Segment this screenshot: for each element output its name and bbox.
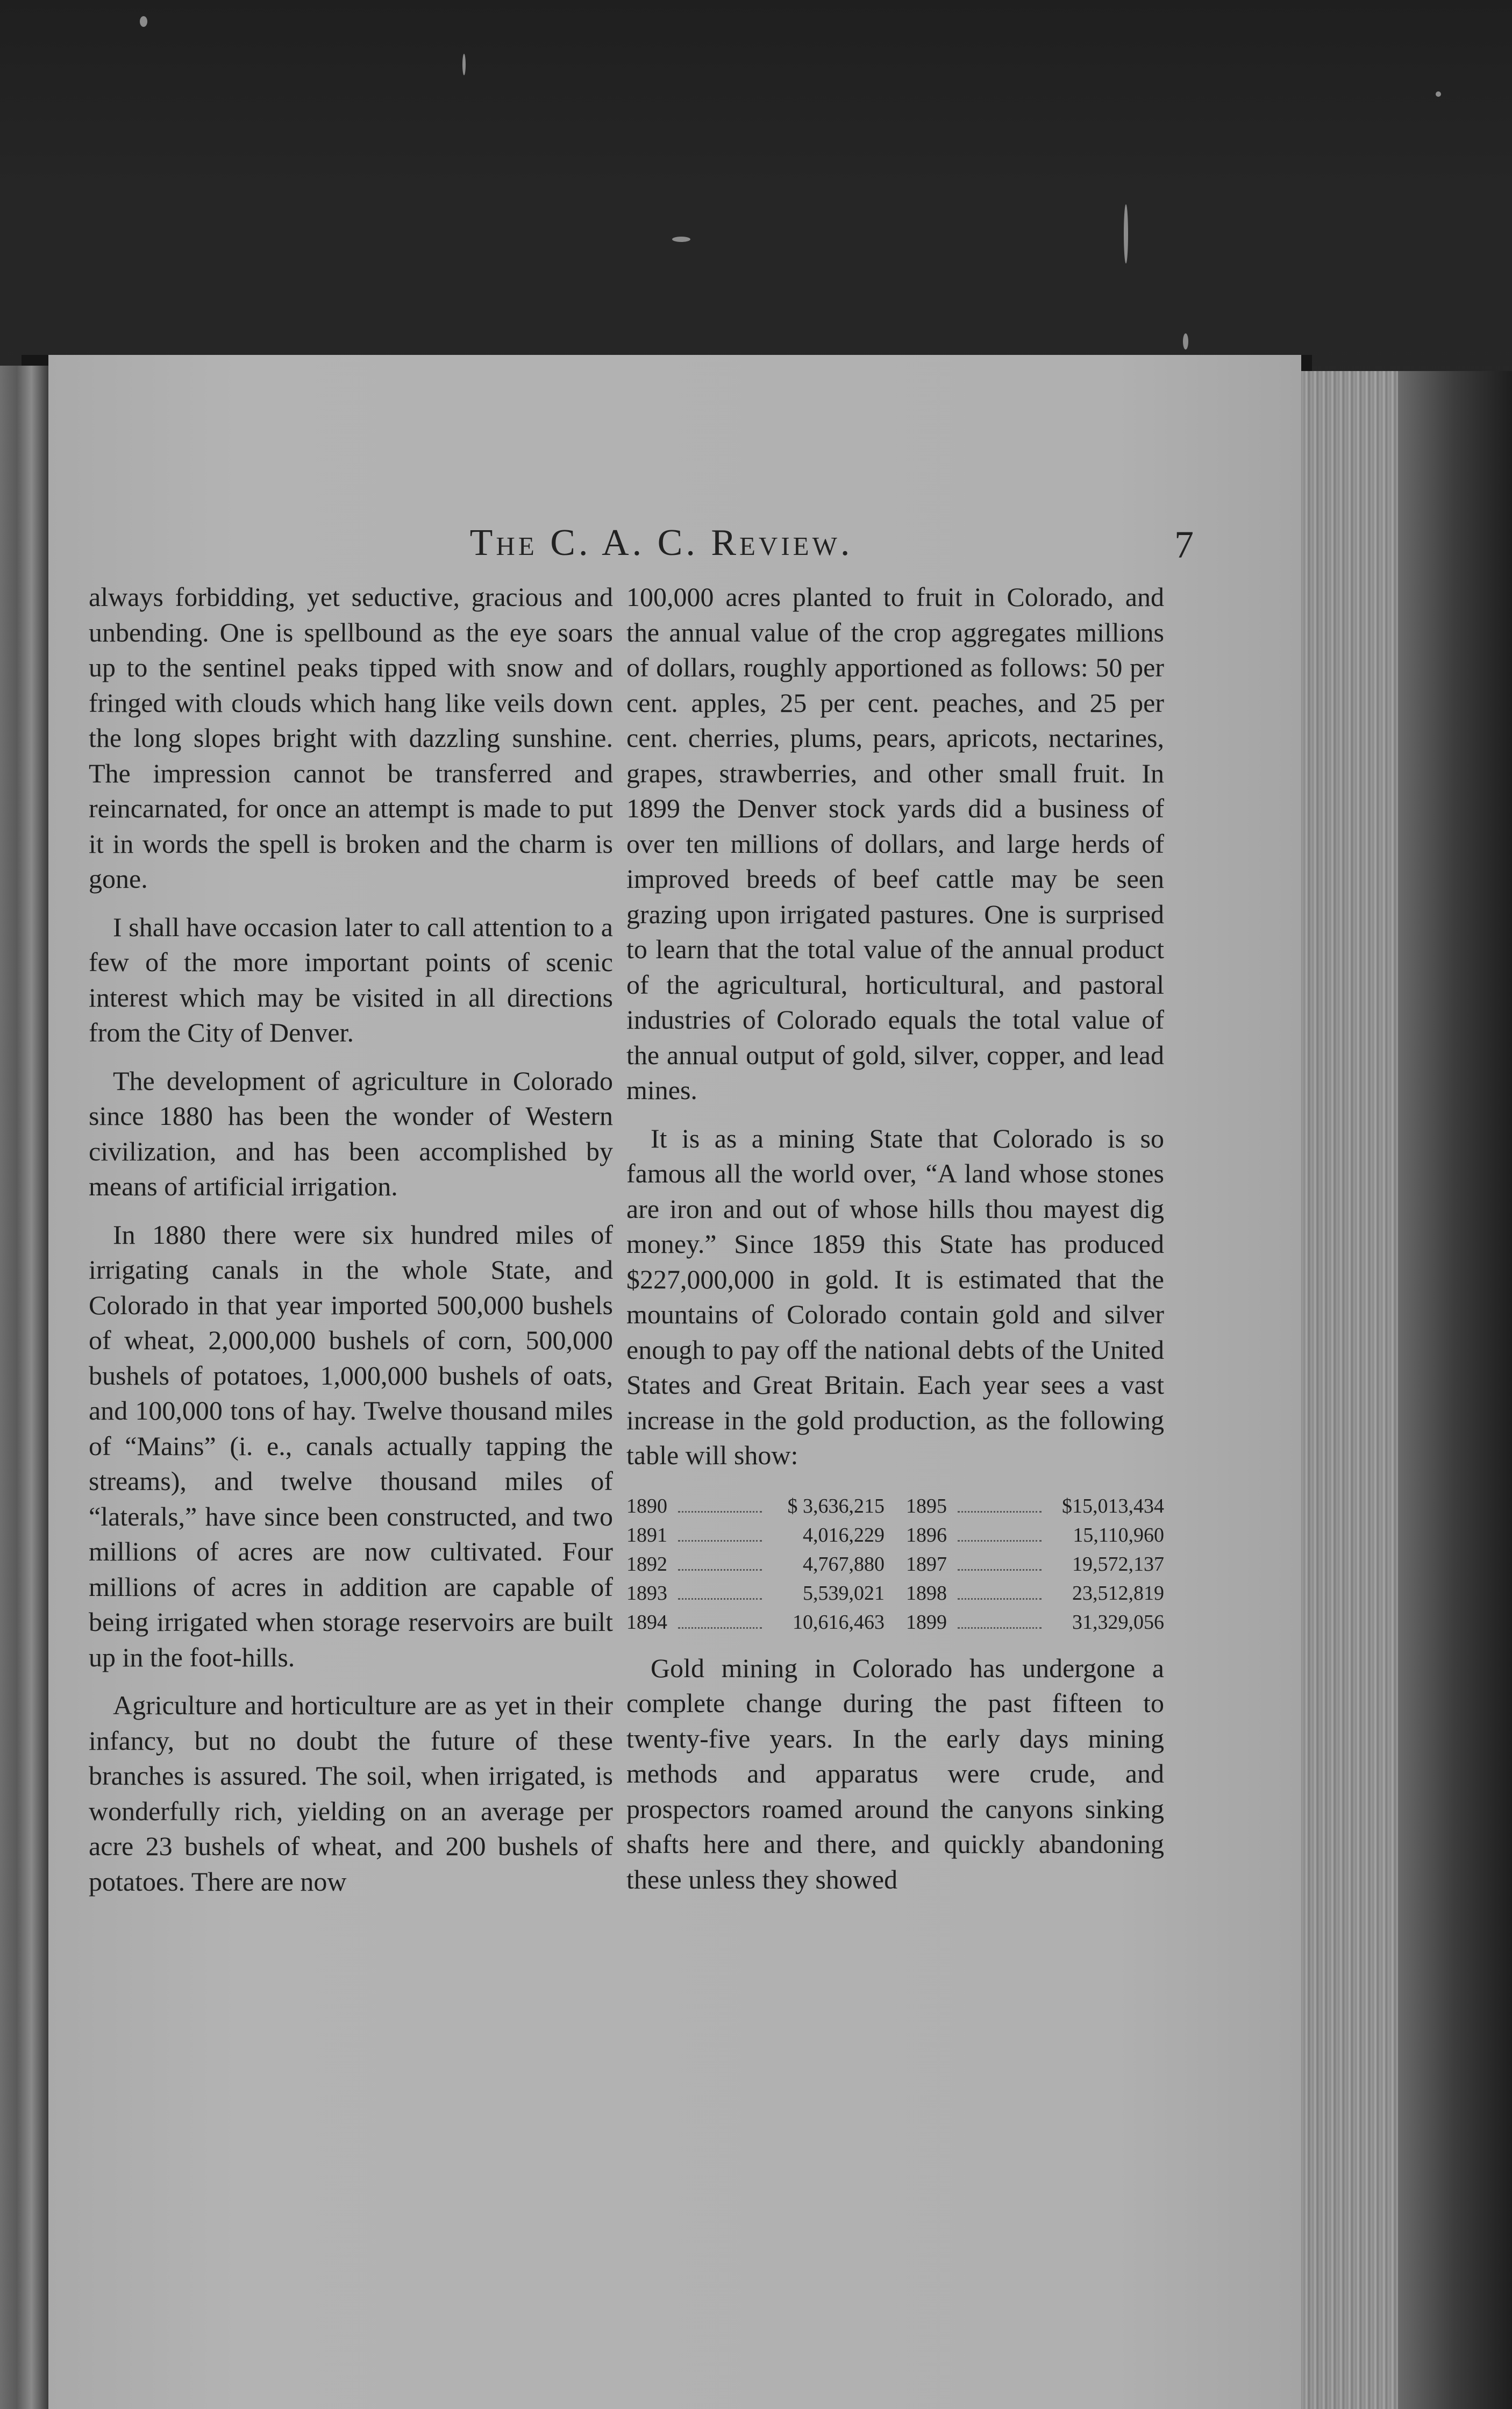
table-row <box>906 1608 1164 1637</box>
table-column-right <box>906 1492 1164 1637</box>
leader-dots <box>678 1511 762 1513</box>
table-year: 1899 <box>906 1610 947 1634</box>
paragraph: always forbidding, yet seductive, gracious and unbending. One is spellbound as the eye soars up to the sentinel peaks tipped with snow and fringed with clouds which hang like veils down the long slopes bright with dazzling sunshine. The impression cannot be transferred and reincarnated, for once an attempt is made to put it in words the spell is broken and the charm is gone. <box>89 582 613 894</box>
leader-dots <box>678 1540 762 1542</box>
paragraph: Gold mining in Colorado has undergone a complete change during the past fifteen to twenty-five years. In the early days mining methods and apparatus were crude, and prospectors roamed around the canyons sinking shafts here and there, and quickly abandoning these unless they showed <box>626 1652 1164 1894</box>
table-row <box>906 1492 1164 1521</box>
page-fore-edge-shade <box>1398 371 1512 2409</box>
table-amount: 4,016,229 <box>803 1523 885 1546</box>
dust-speck <box>1183 333 1188 350</box>
table-year: 1898 <box>906 1581 947 1605</box>
leader-dots <box>958 1540 1042 1542</box>
paragraph: Agriculture and horticulture are as yet in their infancy, but no doubt the future of these branches is assured. The soil, when irrigated, is wonderfully rich, yielding on an average per acre 23 bushels of wheat, and 200 bushels of potatoes. There are now <box>89 1690 613 1897</box>
paragraph: The development of agriculture in Colorado since 1880 has been the wonder of Western civilization, and has been accomplished by means of artificial irrigation. <box>89 1065 613 1201</box>
table-amount: 23,512,819 <box>1072 1581 1164 1605</box>
leader-dots <box>678 1569 762 1571</box>
table-row <box>626 1492 885 1521</box>
paragraph: It is as a mining State that Colorado is so famous all the world over, “A land whose stones are iron and out of whose hills thou mayest dig money.” Since 1859 this State has produced $227,000,000 in gold. It is estimated that the mountains of Colorado contain gold and silver enough to pay off the national debts of the United States and Great Britain. Each year sees a vast increase in the gold production, as the following table will show: <box>626 1123 1164 1470</box>
dust-speck <box>1124 204 1128 263</box>
table-row <box>626 1550 885 1579</box>
paragraph: In 1880 there were six hundred miles of irrigating canals in the whole State, and Colorado in that year imported 500,000 bushels of wheat, 2,000,000 bushels of corn, 500,000 bushels of potatoes, 1,000,000 bushels of oats, and 100,000 tons of hay. Twelve thousand miles of “Mains” (i. e., canals actually tapping the streams), and twelve thousand miles of “laterals,” have since been constructed, and two millions of acres are now cultivated. Four millions of acres in addition are capable of being irrigated when storage reservoirs are built up in the foot-hills. <box>89 1219 613 1672</box>
table-year: 1890 <box>626 1494 667 1517</box>
dust-speck <box>462 54 466 75</box>
table-row <box>906 1521 1164 1550</box>
table-year: 1891 <box>626 1523 667 1546</box>
leader-dots <box>678 1598 762 1600</box>
table-year: 1892 <box>626 1552 667 1576</box>
table-amount: $15,013,434 <box>1062 1494 1164 1517</box>
table-year: 1894 <box>626 1610 667 1634</box>
table-column-left <box>626 1492 885 1637</box>
table-row <box>626 1579 885 1608</box>
table-amount: 31,329,056 <box>1072 1610 1164 1634</box>
table-amount: 15,110,960 <box>1073 1523 1164 1546</box>
table-amount: 5,539,021 <box>803 1581 885 1605</box>
page-number: 7 <box>1174 523 1194 566</box>
running-header: The C. A. C. Review. <box>469 522 853 564</box>
table-amount: 4,767,880 <box>803 1552 885 1576</box>
gold-production-table <box>626 1492 1164 1637</box>
leader-dots <box>678 1627 762 1629</box>
paragraph: I shall have occasion later to call attention to a few of the more important points of scenic interest which may be visited in all directions from the City of Denver. <box>89 911 613 1047</box>
paragraph: 100,000 acres planted to fruit in Colorado, and the annual value of the crop aggregates millions of dollars, roughly apportioned as follows: 50 per cent. apples, 25 per cent. peaches, and 25 per cent. cherries, plums, pears, apricots, nectarines, grapes, strawberries, and other small fruit. In 1899 the Denver stock yards did a business of over ten millions of dollars, and large herds of improved breeds of beef cattle may be seen grazing upon irrigated pastures. One is surprised to learn that the total value of the annual product of the agricultural, horticultural, and pastoral industries of Colorado equals the total value of the annual output of gold, silver, copper, and lead mines. <box>626 582 1164 1105</box>
leader-dots <box>958 1627 1042 1629</box>
dust-speck <box>140 16 147 27</box>
dust-speck <box>672 237 690 242</box>
table-year: 1897 <box>906 1552 947 1576</box>
leader-dots <box>958 1569 1042 1571</box>
table-row <box>626 1608 885 1637</box>
leader-dots <box>958 1511 1042 1513</box>
table-amount: 10,616,463 <box>793 1610 885 1634</box>
table-row <box>906 1550 1164 1579</box>
table-amount: 19,572,137 <box>1072 1552 1164 1576</box>
table-year: 1893 <box>626 1581 667 1605</box>
left-text-column <box>89 580 613 1912</box>
table-amount: $ 3,636,215 <box>787 1494 885 1517</box>
left-page-edge <box>0 366 48 2409</box>
table-row <box>906 1579 1164 1608</box>
table-row <box>626 1521 885 1550</box>
table-year: 1895 <box>906 1494 947 1517</box>
dust-speck <box>1436 91 1441 97</box>
right-text-column <box>626 580 1164 1910</box>
table-year: 1896 <box>906 1523 947 1546</box>
leader-dots <box>958 1598 1042 1600</box>
